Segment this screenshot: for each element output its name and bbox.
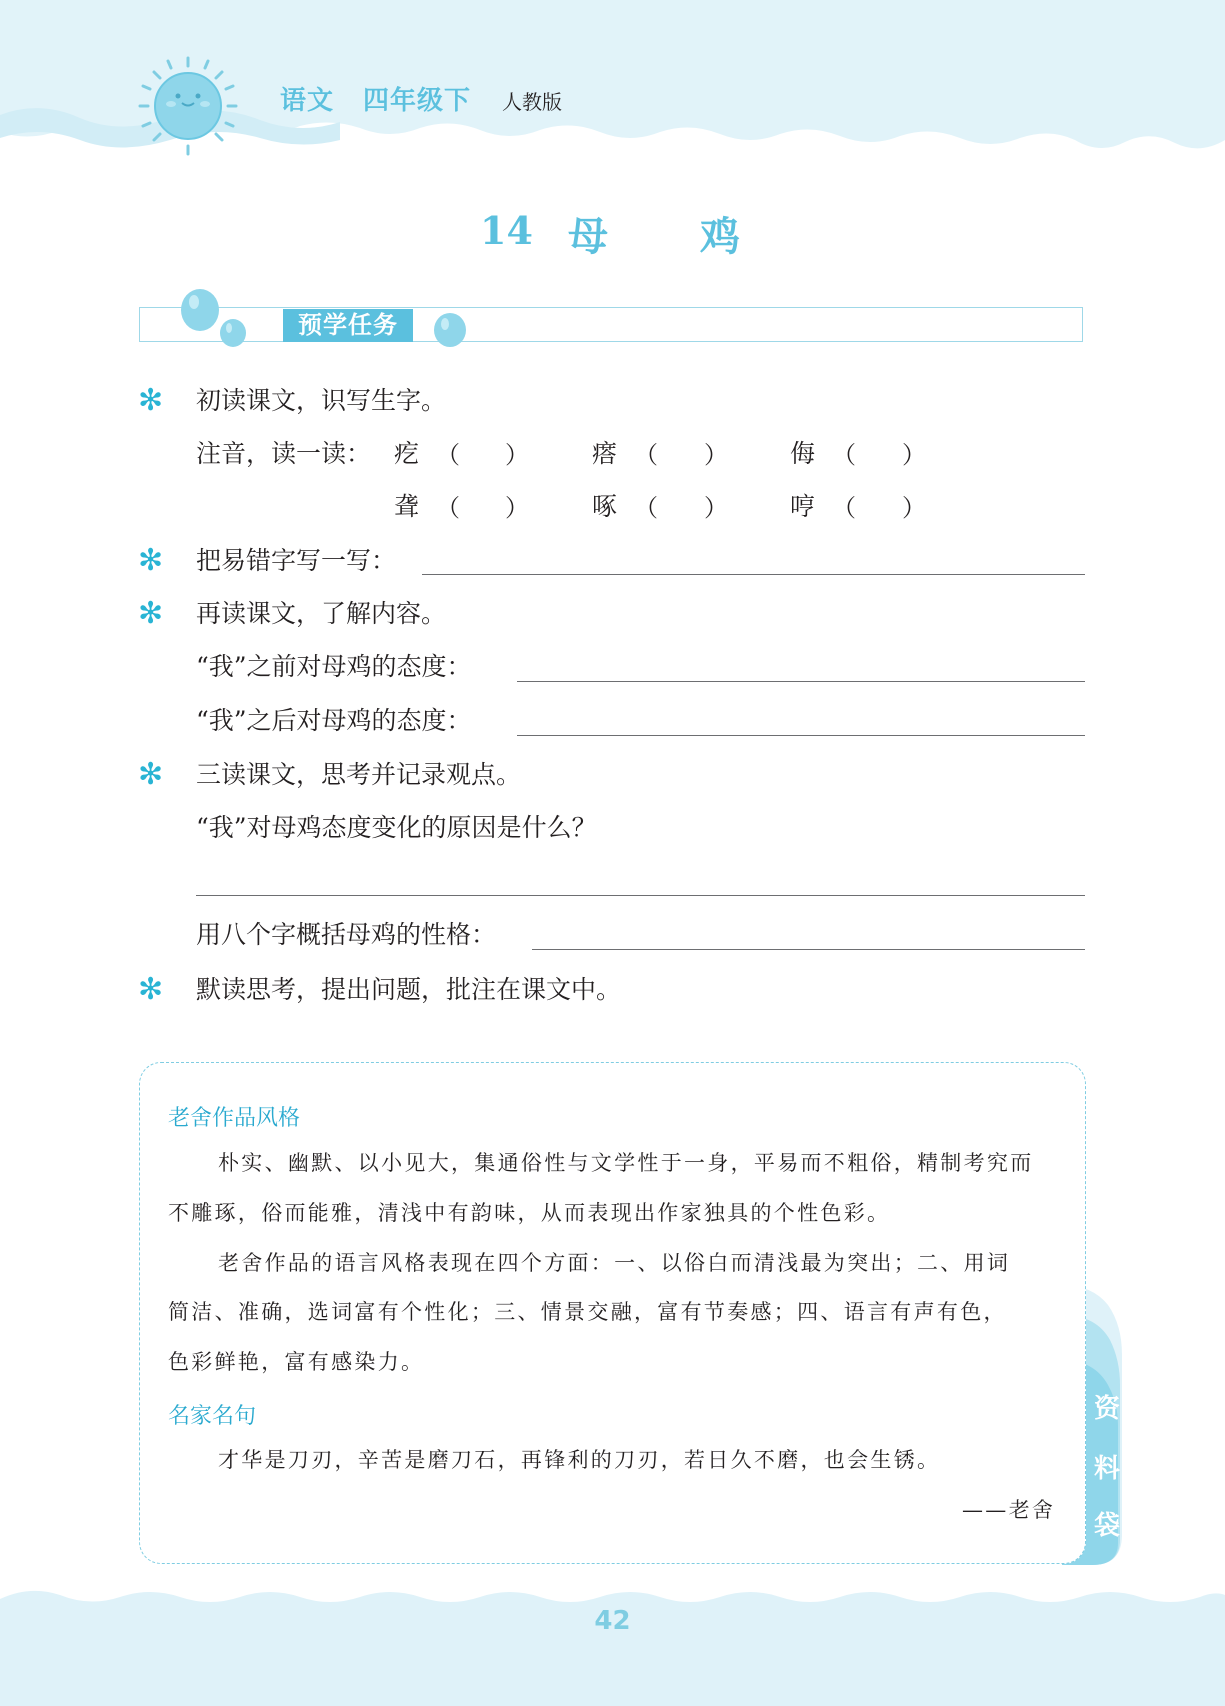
tab-char-zi: 资 [1093, 1394, 1120, 1424]
info-heading-style: 老舍作品风格 [168, 1106, 301, 1131]
task3-text: 再读课文，了解内容。 [196, 599, 447, 628]
paren-open: （ [436, 441, 460, 469]
bullet-star-icon: ✻ [138, 596, 164, 631]
paren-close: ） [505, 494, 529, 522]
section-label: 预学任务 [283, 309, 413, 342]
answer-line-eight-chars[interactable] [532, 949, 1085, 950]
header-edition: 人教版 [502, 90, 562, 114]
paren-close: ） [902, 441, 926, 469]
paren-open: （ [832, 494, 856, 522]
char-zhuo: 啄 [592, 492, 618, 521]
info-p2-line3: 色彩鲜艳，富有感染力。 [168, 1350, 425, 1374]
footer-background [0, 1585, 1225, 1706]
before-attitude-label: “我”之前对母鸡的态度： [196, 652, 472, 681]
pinyin-blank-1[interactable] [460, 438, 510, 470]
paren-close: ） [505, 441, 529, 469]
section-header-frame [139, 307, 1083, 342]
quote-attribution: ——老舍 [962, 1498, 1056, 1522]
task2-text: 把易错字写一写： [196, 546, 397, 575]
balloon-small-icon [432, 312, 468, 354]
bullet-star-icon: ✻ [138, 383, 164, 418]
sun-mascot-icon [138, 56, 238, 156]
pinyin-blank-3[interactable] [856, 438, 906, 470]
pinyin-blank-4[interactable] [460, 491, 510, 523]
bullet-star-icon: ✻ [138, 543, 164, 578]
paren-open: （ [634, 441, 658, 469]
bullet-star-icon: ✻ [138, 757, 164, 792]
eight-chars-label: 用八个字概括母鸡的性格： [196, 920, 497, 949]
bullet-star-icon: ✻ [138, 972, 164, 1007]
paren-open: （ [832, 441, 856, 469]
info-p2-line1: 老舍作品的语言风格表现在四个方面：一、以俗白而清浅最为突出；二、用词 [218, 1251, 1011, 1275]
pinyin-blank-5[interactable] [658, 491, 708, 523]
paren-close: ） [704, 441, 728, 469]
char-heng: 哼 [790, 492, 816, 521]
char-da: 瘩 [592, 439, 618, 468]
answer-line-error-chars[interactable] [422, 574, 1085, 575]
info-p1-line2: 不雕琢，俗而能雅，清浅中有韵味，从而表现出作家独具的个性色彩。 [168, 1201, 891, 1225]
pinyin-blank-6[interactable] [856, 491, 906, 523]
balloon-icon [178, 288, 250, 354]
tab-char-liao: 料 [1093, 1454, 1120, 1484]
header-grade: 四年级下 [363, 86, 472, 116]
pinyin-prompt: 注音，读一读： [196, 439, 372, 468]
after-attitude-label: “我”之后对母鸡的态度： [196, 706, 472, 735]
reason-question: “我”对母鸡态度变化的原因是什么？ [196, 813, 597, 842]
info-p1-line1: 朴实、幽默、以小见大，集通俗性与文学性于一身，平易而不粗俗，精制考究而 [218, 1151, 1034, 1175]
answer-line-after[interactable] [517, 735, 1085, 736]
char-ge: 疙 [394, 439, 420, 468]
answer-line-before[interactable] [517, 681, 1085, 682]
tab-char-dai: 袋 [1093, 1511, 1120, 1541]
answer-line-reason[interactable] [196, 895, 1085, 896]
info-heading-quote: 名家名句 [168, 1404, 257, 1429]
paren-open: （ [436, 494, 460, 522]
task5-text: 默读思考，提出问题，批注在课文中。 [196, 975, 622, 1004]
quote-text: 才华是刀刃，辛苦是磨刀石，再锋利的刀刃，若日久不磨，也会生锈。 [218, 1448, 941, 1472]
lesson-title-char1: 母 [568, 213, 608, 260]
header-subject: 语文 [280, 86, 335, 116]
task1-text: 初读课文，识写生字。 [196, 386, 447, 415]
pinyin-blank-2[interactable] [658, 438, 708, 470]
lesson-title-char2: 鸡 [700, 213, 740, 260]
paren-open: （ [634, 494, 658, 522]
paren-close: ） [902, 494, 926, 522]
char-long: 聋 [394, 492, 420, 521]
paren-close: ） [704, 494, 728, 522]
info-p2-line2: 简洁、准确，选词富有个性化；三、情景交融，富有节奏感；四、语言有声有色， [168, 1300, 1007, 1324]
char-wu: 侮 [790, 439, 816, 468]
task4-text: 三读课文，思考并记录观点。 [196, 760, 522, 789]
page-number: 42 [594, 1606, 631, 1636]
lesson-number: 14 [480, 208, 533, 253]
